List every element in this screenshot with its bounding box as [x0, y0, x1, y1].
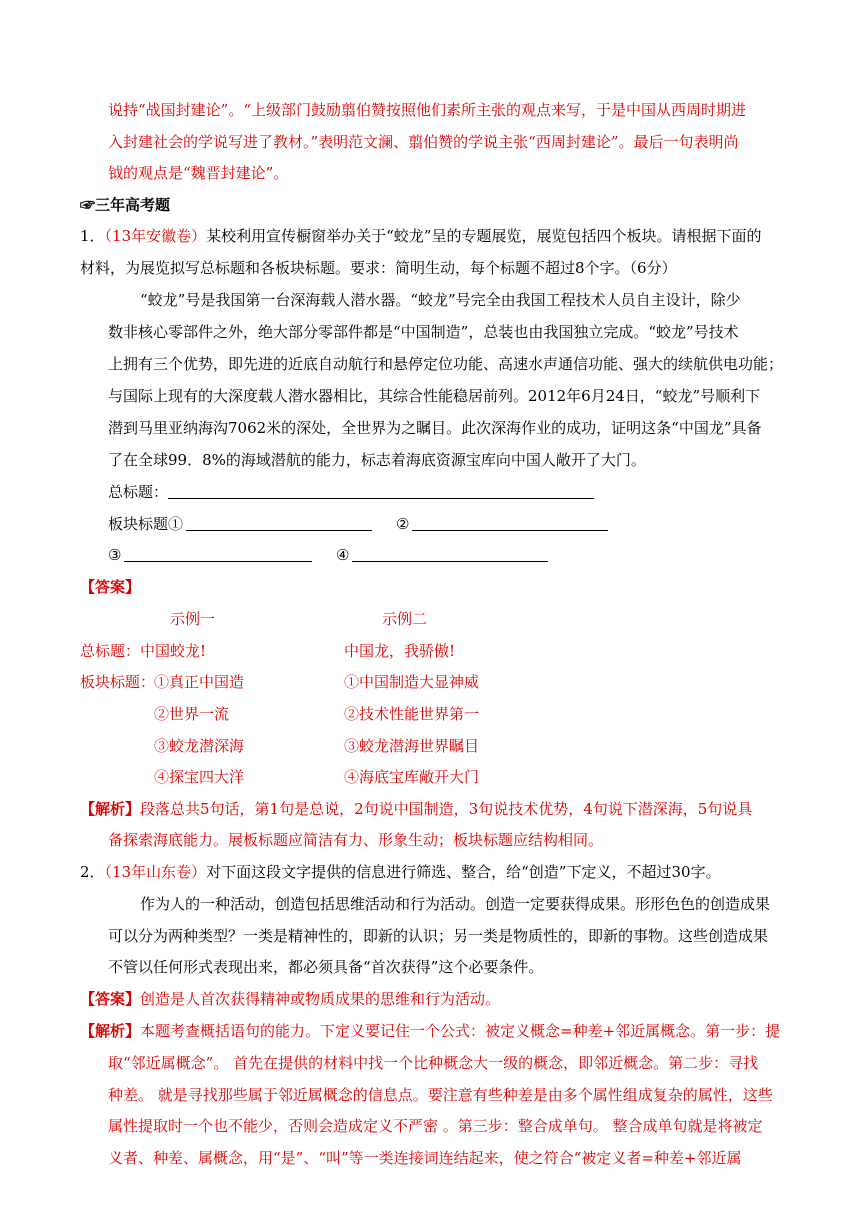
example-1-board: ②世界一流	[154, 705, 230, 723]
answer-tag: 【答案】	[80, 578, 141, 596]
q1-passage-line: 数非核心零部件之外，绝大部分零部件都是“中国制造”，总装也由我国独立完成。“蛟龙”号技术	[108, 323, 739, 341]
intro-line: 入封建社会的学说写进了教材。”表明范文澜、翦伯赞的学说主张“西周封建论”。最后一句表明尚	[108, 133, 739, 151]
example-1-heading: 示例一	[170, 610, 216, 628]
q2-passage-line: 可以分为两种类型？一类是精神性的，即新的认识；另一类是物质性的，即新的事物。这些创造成果	[108, 927, 769, 945]
answer-tag: 【答案】	[80, 990, 141, 1008]
section-heading	[80, 195, 170, 215]
board-title-blank-2[interactable]	[412, 530, 608, 531]
example-1-board: ④探宝四大洋	[154, 768, 245, 786]
example-1-board: ③蛟龙潜深海	[154, 737, 245, 755]
board-mark-3: ③	[108, 546, 122, 564]
q2-number: 2．	[80, 863, 105, 881]
example-2-board: ①中国制造大显神威	[344, 673, 480, 691]
pointing-hand-icon: ☞	[80, 196, 96, 214]
section-title: 三年高考题	[95, 196, 171, 214]
q1-stem-line	[80, 226, 761, 246]
example-2-heading: 示例二	[382, 610, 428, 628]
board-mark-4: ④	[336, 546, 350, 564]
analysis-tag: 【解析】	[80, 1022, 141, 1040]
example-2-board: ④海底宝库敞开大门	[344, 768, 480, 786]
board-title-blank-1[interactable]	[186, 530, 372, 531]
analysis-text: 段落总共5句话，第1句是总说，2句说中国制造，3句说技术优势，4句说下潜深海，5句说具	[140, 800, 753, 818]
q2-passage-line: 不管以任何形式表现出来，都必须具备“首次获得”这个必要条件。	[108, 958, 544, 976]
board-mark-2: ②	[396, 515, 410, 533]
q1-passage-line: 了在全球99．8%的海域潜航的能力，标志着海底资源宝库向中国人敞开了大门。	[108, 451, 646, 469]
q1-passage-line: 潜到马里亚纳海沟7062米的深处，全世界为之瞩目。此次深海作业的成功，证明这条“中国龙”具备	[108, 419, 762, 437]
q2-analysis-line: 义者、种差、属概念，用“是”、“叫”等一类连接词连结起来，使之符合“被定义者=种差+邻近属	[108, 1149, 742, 1167]
board-title-blank-3[interactable]	[124, 561, 312, 562]
q1-passage-line: 与国际上现有的大深度载人潜水器相比，其综合性能稳居前列。2012年6月24日，“蛟龙”号顺利下	[108, 387, 761, 405]
analysis-line: 备探索海底能力。展板标题应简洁有力、形象生动；板块标题应结构相同。	[108, 831, 604, 849]
board-title-blank-4[interactable]	[352, 561, 548, 562]
q2-analysis-line: 属性提取时一个也不能少，否则会造成定义不严密 。第三步：整合成单句。 整合成单句就是将被定	[108, 1117, 763, 1135]
q1-stem-text: 某校利用宣传橱窗举办关于“蛟龙”呈的专题展览，展览包括四个板块。请根据下面的	[206, 227, 762, 245]
q2-analysis-line: 取“邻近属概念”。 首先在提供的材料中找一个比种概念大一级的概念，即邻近概念。第二步：寻找	[108, 1054, 759, 1072]
q2-stem-line	[80, 862, 721, 882]
total-title-blank[interactable]	[168, 498, 594, 499]
answer-total-label: 总标题：	[80, 642, 141, 660]
example-2-board: ②技术性能世界第一	[344, 705, 480, 723]
intro-line: 说持“战国封建论”。“上级部门鼓励翦伯赞按照他们素所主张的观点来写，于是中国从西周时期进	[108, 101, 747, 119]
q1-number: 1．	[80, 227, 105, 245]
q1-stem-line: 材料，为展览拟写总标题和各板块标题。要求：简明生动，每个标题不超过8个字。（6分）	[80, 259, 677, 277]
answer-board-label: 板块标题：	[80, 673, 156, 691]
q2-analysis-line	[80, 1021, 780, 1041]
intro-line: 钺的观点是“魏晋封建论”。	[108, 164, 289, 182]
q1-passage-line: 上拥有三个优势，即先进的近底自动航行和悬停定位功能、高速水声通信功能、强大的续航供电功能；	[108, 355, 784, 373]
q2-analysis-text: 本题考查概括语句的能力。下定义要记住一个公式：被定义概念=种差+邻近属概念。第一步：提	[140, 1022, 781, 1040]
q2-passage-line: 作为人的一种活动，创造包括思维活动和行为活动。创造一定要获得成果。形形色色的创造成果	[140, 895, 771, 913]
q2-answer-line	[80, 989, 500, 1009]
example-1-total: 中国蛟龙!	[140, 642, 207, 660]
board-title-label: 板块标题①	[108, 515, 184, 533]
example-2-total: 中国龙，我骄傲!	[344, 642, 456, 660]
q1-passage-line: “蛟龙”号是我国第一台深海载人潜水器。“蛟龙”号完全由我国工程技术人员自主设计，除少	[140, 291, 741, 309]
q1-source: （13年安徽卷）	[104, 227, 207, 245]
example-1-board: ①真正中国造	[154, 673, 245, 691]
q2-analysis-line: 种差。 就是寻找那些属于邻近属概念的信息点。要注意有些种差是由多个属性组成复杂的属性，这些	[108, 1086, 773, 1104]
example-2-board: ③蛟龙潜海世界瞩目	[344, 737, 480, 755]
q2-source: （13年山东卷）	[104, 863, 207, 881]
total-title-label: 总标题：	[108, 483, 169, 501]
q2-answer-text: 创造是人首次获得精神或物质成果的思维和行为活动。	[140, 990, 501, 1008]
analysis-tag: 【解析】	[80, 800, 141, 818]
analysis-line	[80, 799, 752, 819]
q2-stem-text: 对下面这段文字提供的信息进行筛选、整合，给“创造”下定义，不超过30字。	[206, 863, 721, 881]
